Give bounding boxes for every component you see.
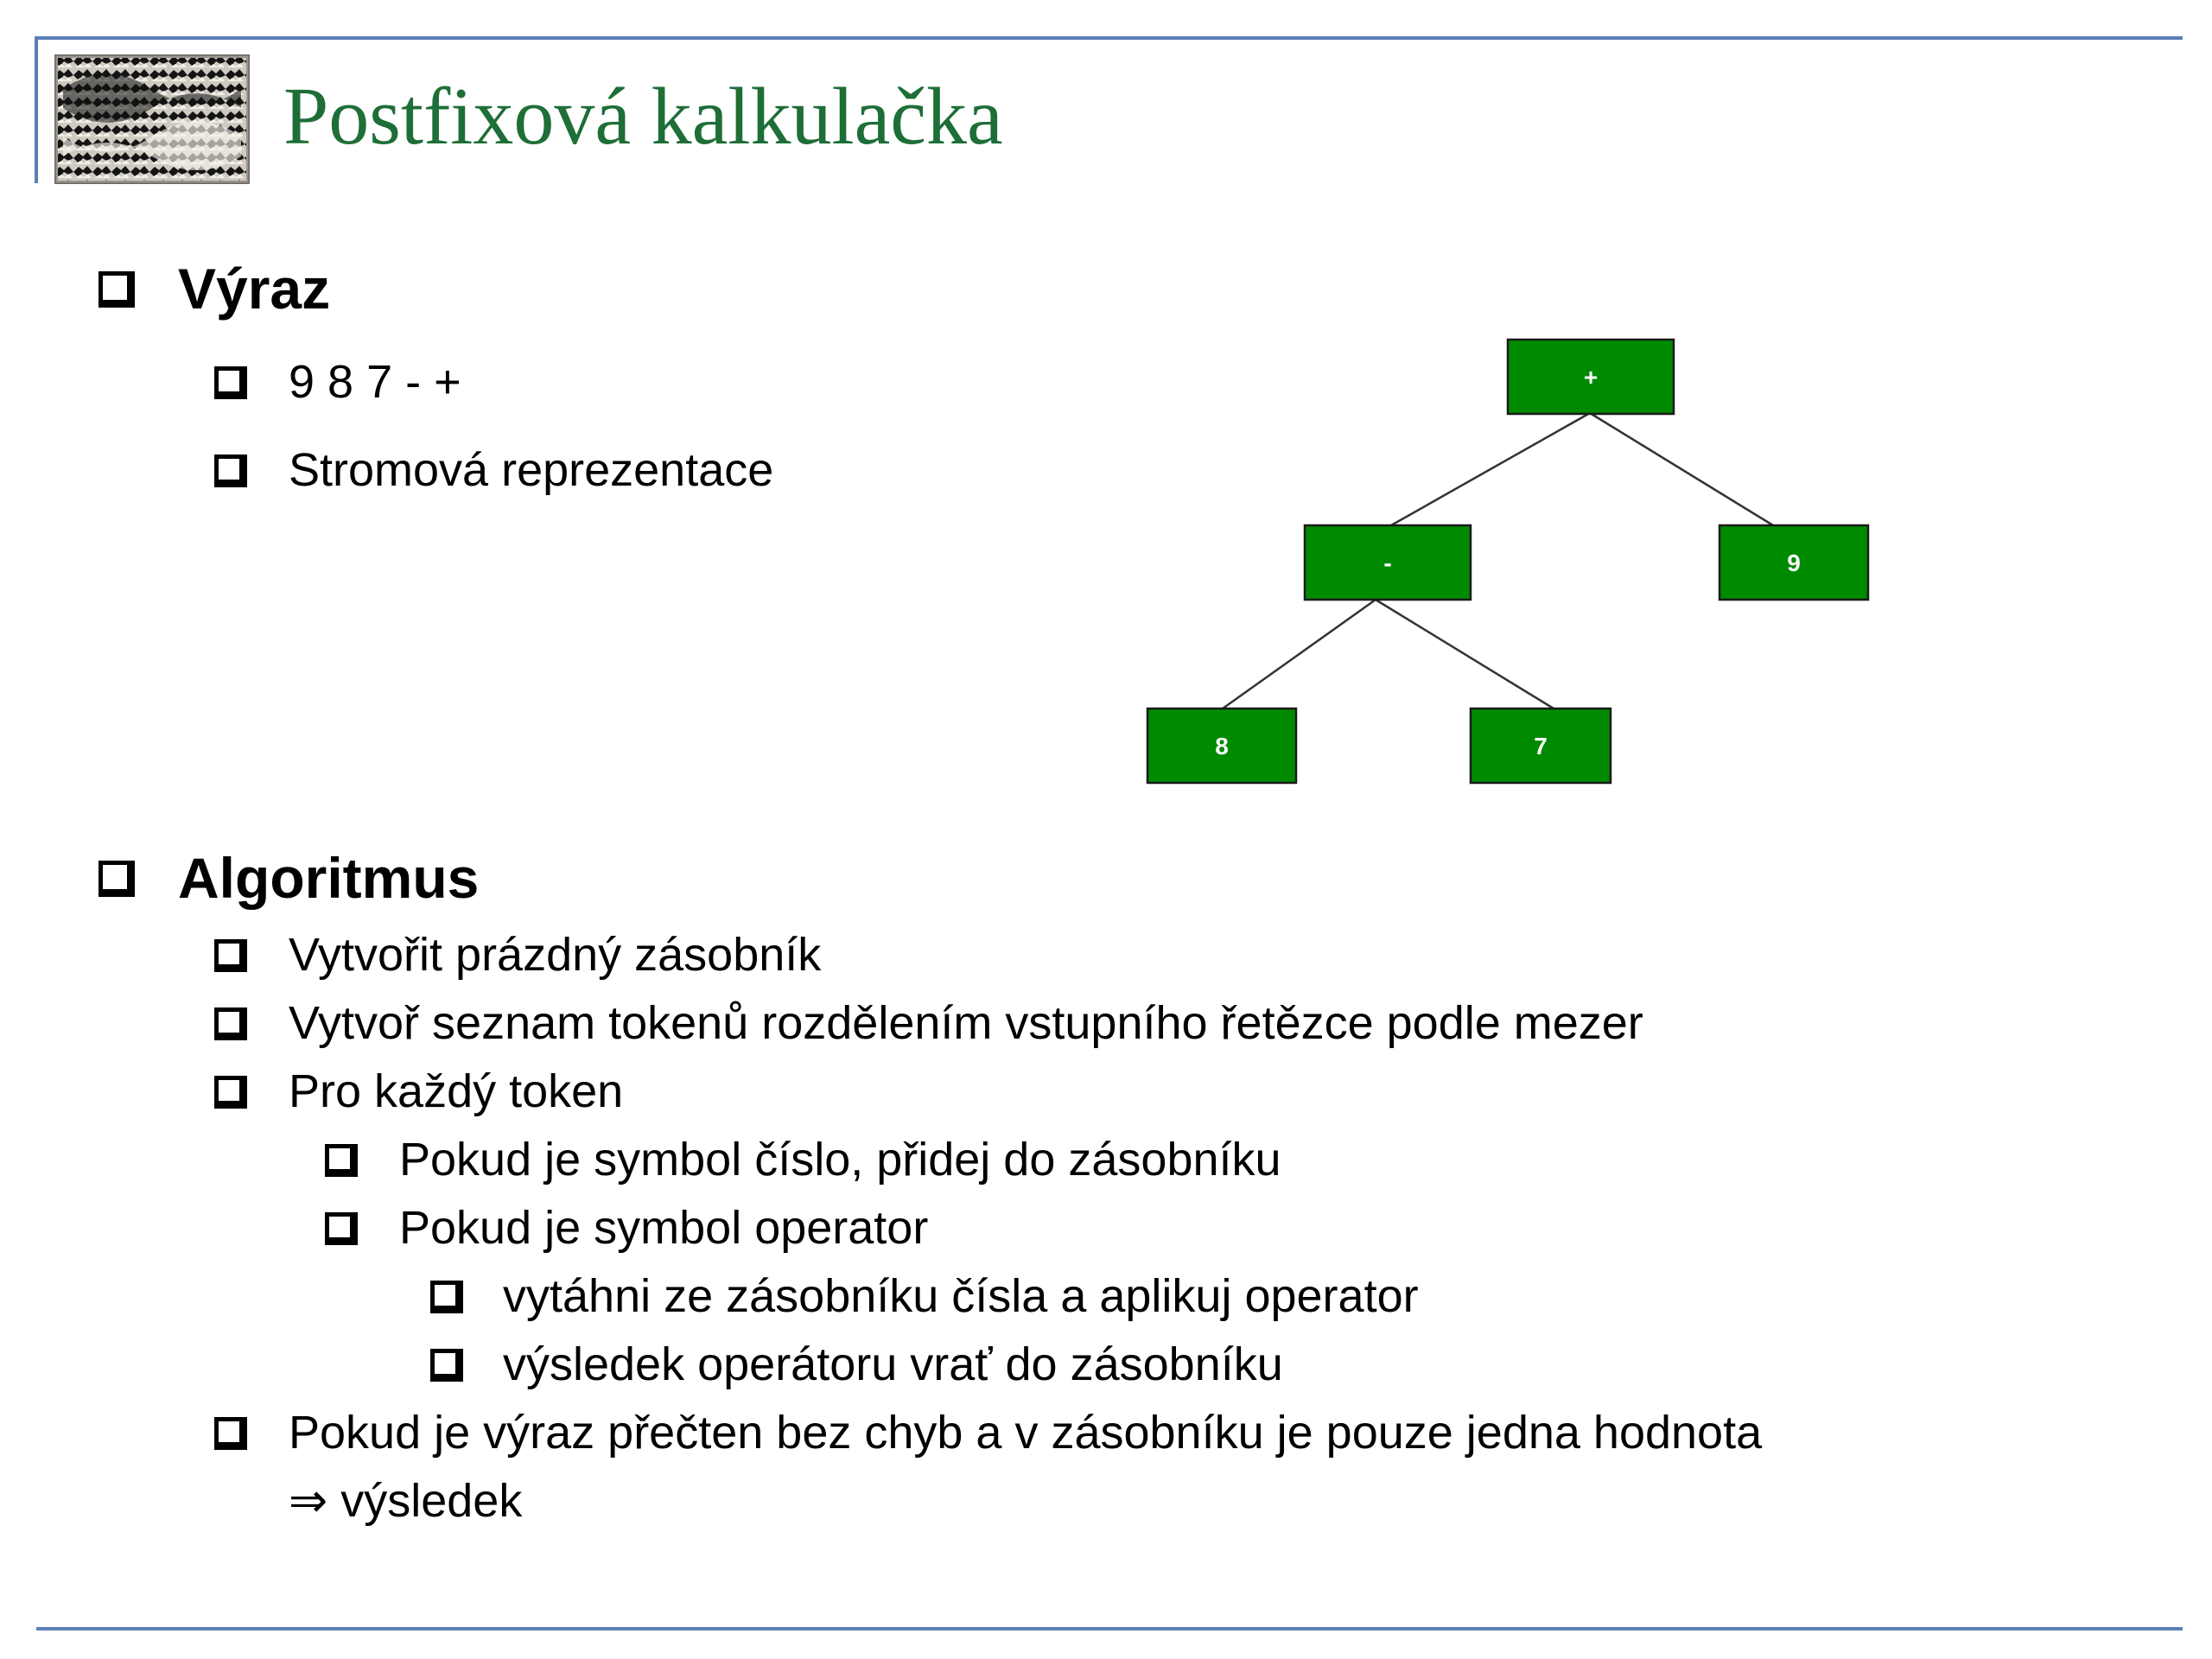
checkbox-bullet-icon (214, 1417, 247, 1450)
heading-text: Algoritmus (178, 846, 480, 910)
expression-tree (1141, 335, 1884, 789)
tree-node-plus (1508, 340, 1674, 414)
tree-node-eight (1147, 709, 1296, 783)
node-label: 9 (1787, 550, 1801, 576)
checkbox-bullet-icon (99, 271, 135, 308)
item-text: Pokud je symbol číslo, přidej do zásobníku (399, 1134, 1281, 1185)
item-text: Pokud je výraz přečten bez chyb a v zásobníku je pouze jedna hodnota (289, 1407, 1763, 1459)
checkbox-bullet-icon (430, 1281, 463, 1313)
item-text: 9 8 7 - + (289, 356, 461, 408)
checkbox-bullet-icon (214, 1007, 247, 1040)
tree-edge (1391, 413, 1590, 525)
node-label: + (1583, 364, 1599, 391)
checkbox-bullet-icon (325, 1212, 358, 1245)
tree-edge (1376, 600, 1554, 709)
checkbox-bullet-icon (430, 1349, 463, 1382)
bottom-rule (36, 1627, 2183, 1630)
top-rule (36, 36, 2183, 40)
item-text: vytáhni ze zásobníku čísla a aplikuj operator (503, 1270, 1419, 1322)
tree-edge (1223, 600, 1376, 709)
item-text: Pokud je symbol operator (399, 1202, 929, 1254)
item-text: ⇒ výsledek (289, 1475, 523, 1527)
checkbox-bullet-icon (214, 366, 247, 399)
tree-node-minus (1305, 525, 1471, 600)
item-text: výsledek operátoru vrať do zásobníku (503, 1338, 1283, 1390)
tree-node-nine (1719, 525, 1868, 600)
tree-edge (1590, 413, 1773, 525)
checkbox-bullet-icon (325, 1144, 358, 1177)
checkbox-bullet-icon (214, 454, 247, 487)
escher-tessellation-logo (54, 54, 250, 184)
tree-node-seven (1471, 709, 1611, 783)
node-label: - (1383, 550, 1392, 576)
item-text: Stromová reprezentace (289, 444, 774, 496)
node-label: 8 (1215, 733, 1229, 760)
left-rule (35, 36, 38, 183)
item-text: Vytvořit prázdný zásobník (289, 929, 822, 981)
heading-text: Výraz (178, 257, 331, 321)
checkbox-bullet-icon (99, 861, 135, 897)
node-label: 7 (1534, 733, 1548, 760)
checkbox-bullet-icon (214, 939, 247, 972)
item-text: Pro každý token (289, 1065, 624, 1117)
slide-title: Postfixová kalkulačka (283, 72, 1003, 162)
checkbox-bullet-icon (214, 1076, 247, 1109)
item-text: Vytvoř seznam tokenů rozdělením vstupního řetězce podle mezer (289, 997, 1643, 1049)
